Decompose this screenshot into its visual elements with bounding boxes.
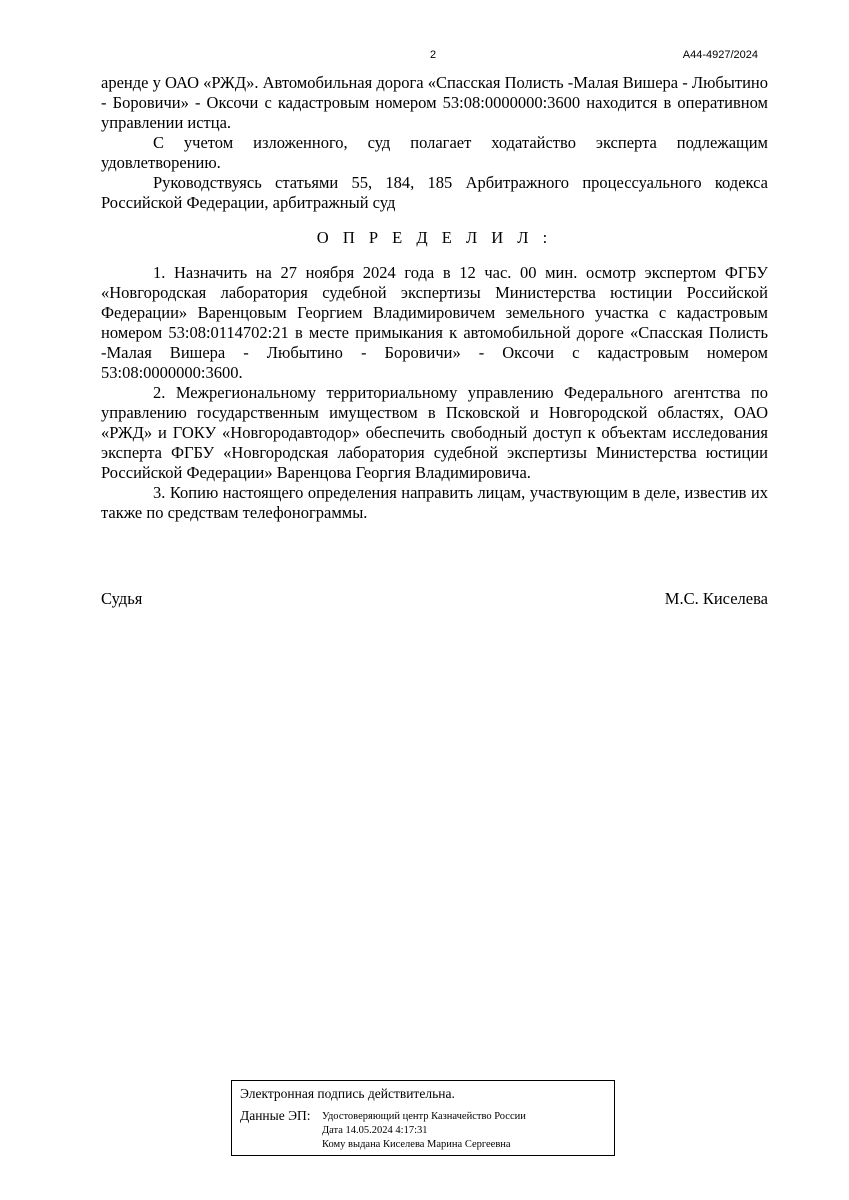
ruling-heading: О П Р Е Д Е Л И Л : xyxy=(316,228,553,247)
ruling-item-2: 2. Межрегиональному территориальному управлению Федерального агентства по управлению государственным имуществом в Псковской и Новгородской областях, ОАО «РЖД» и ГОКУ «Новгородавтодор» обеспечить свободный доступ к объектам исследования эксперта ФГБУ «Новгородская лаборатория судебной экспертизы Министерства юстиции Российской Федерации» Варенцова Георгия Владимировича. xyxy=(101,383,768,482)
paragraph-motion: С учетом изложенного, суд полагает ходатайство эксперта подлежащим удовлетворению. xyxy=(101,133,768,172)
paragraph-legal-basis: Руководствуясь статьями 55, 184, 185 Арбитражного процессуального кодекса Российской Федерации, арбитражный суд xyxy=(101,173,768,212)
document-body xyxy=(101,73,768,523)
e-signature-details xyxy=(322,1110,526,1152)
ruling-item-3: 3. Копию настоящего определения направить лицам, участвующим в деле, известив их также по средствам телефонограммы. xyxy=(101,483,768,522)
ruling-item-1: 1. Назначить на 27 ноября 2024 года в 12 час. 00 мин. осмотр экспертом ФГБУ «Новгородская лаборатория судебной экспертизы Министерства юстиции Российской Федерации» Варенцовым Георгием Владимировичем земельного участка с кадастровым номером 53:08:0114702:21 в месте примыкания к автомобильной дороге «Спасская Полисть -Малая Вишера - Любытино - Боровичи» - Оксочи с кадастровым номером 53:08:0000000:3600. xyxy=(101,263,768,382)
e-signature-stamp xyxy=(231,1080,615,1156)
e-signature-label: Данные ЭП: xyxy=(240,1108,311,1123)
e-signature-title: Электронная подпись действительна. xyxy=(240,1086,455,1101)
paragraph-lease: аренде у ОАО «РЖД». Автомобильная дорога «Спасская Полисть -Малая Вишера - Любытино - Боровичи» - Оксочи с кадастровым номером 53:08:0000000:3600 находится в оперативном управлении истца. xyxy=(101,73,768,132)
e-signature-holder: Кому выдана Киселева Марина Сергеевна xyxy=(322,1139,511,1150)
case-number: А44-4927/2024 xyxy=(682,49,758,61)
e-signature-issuer: Удостоверяющий центр Казначейство России xyxy=(322,1111,526,1122)
e-signature-date: Дата 14.05.2024 4:17:31 xyxy=(322,1125,428,1136)
judge-name: М.С. Киселева xyxy=(664,589,768,608)
page-number: 2 xyxy=(430,49,437,61)
judge-title: Судья xyxy=(101,589,143,608)
